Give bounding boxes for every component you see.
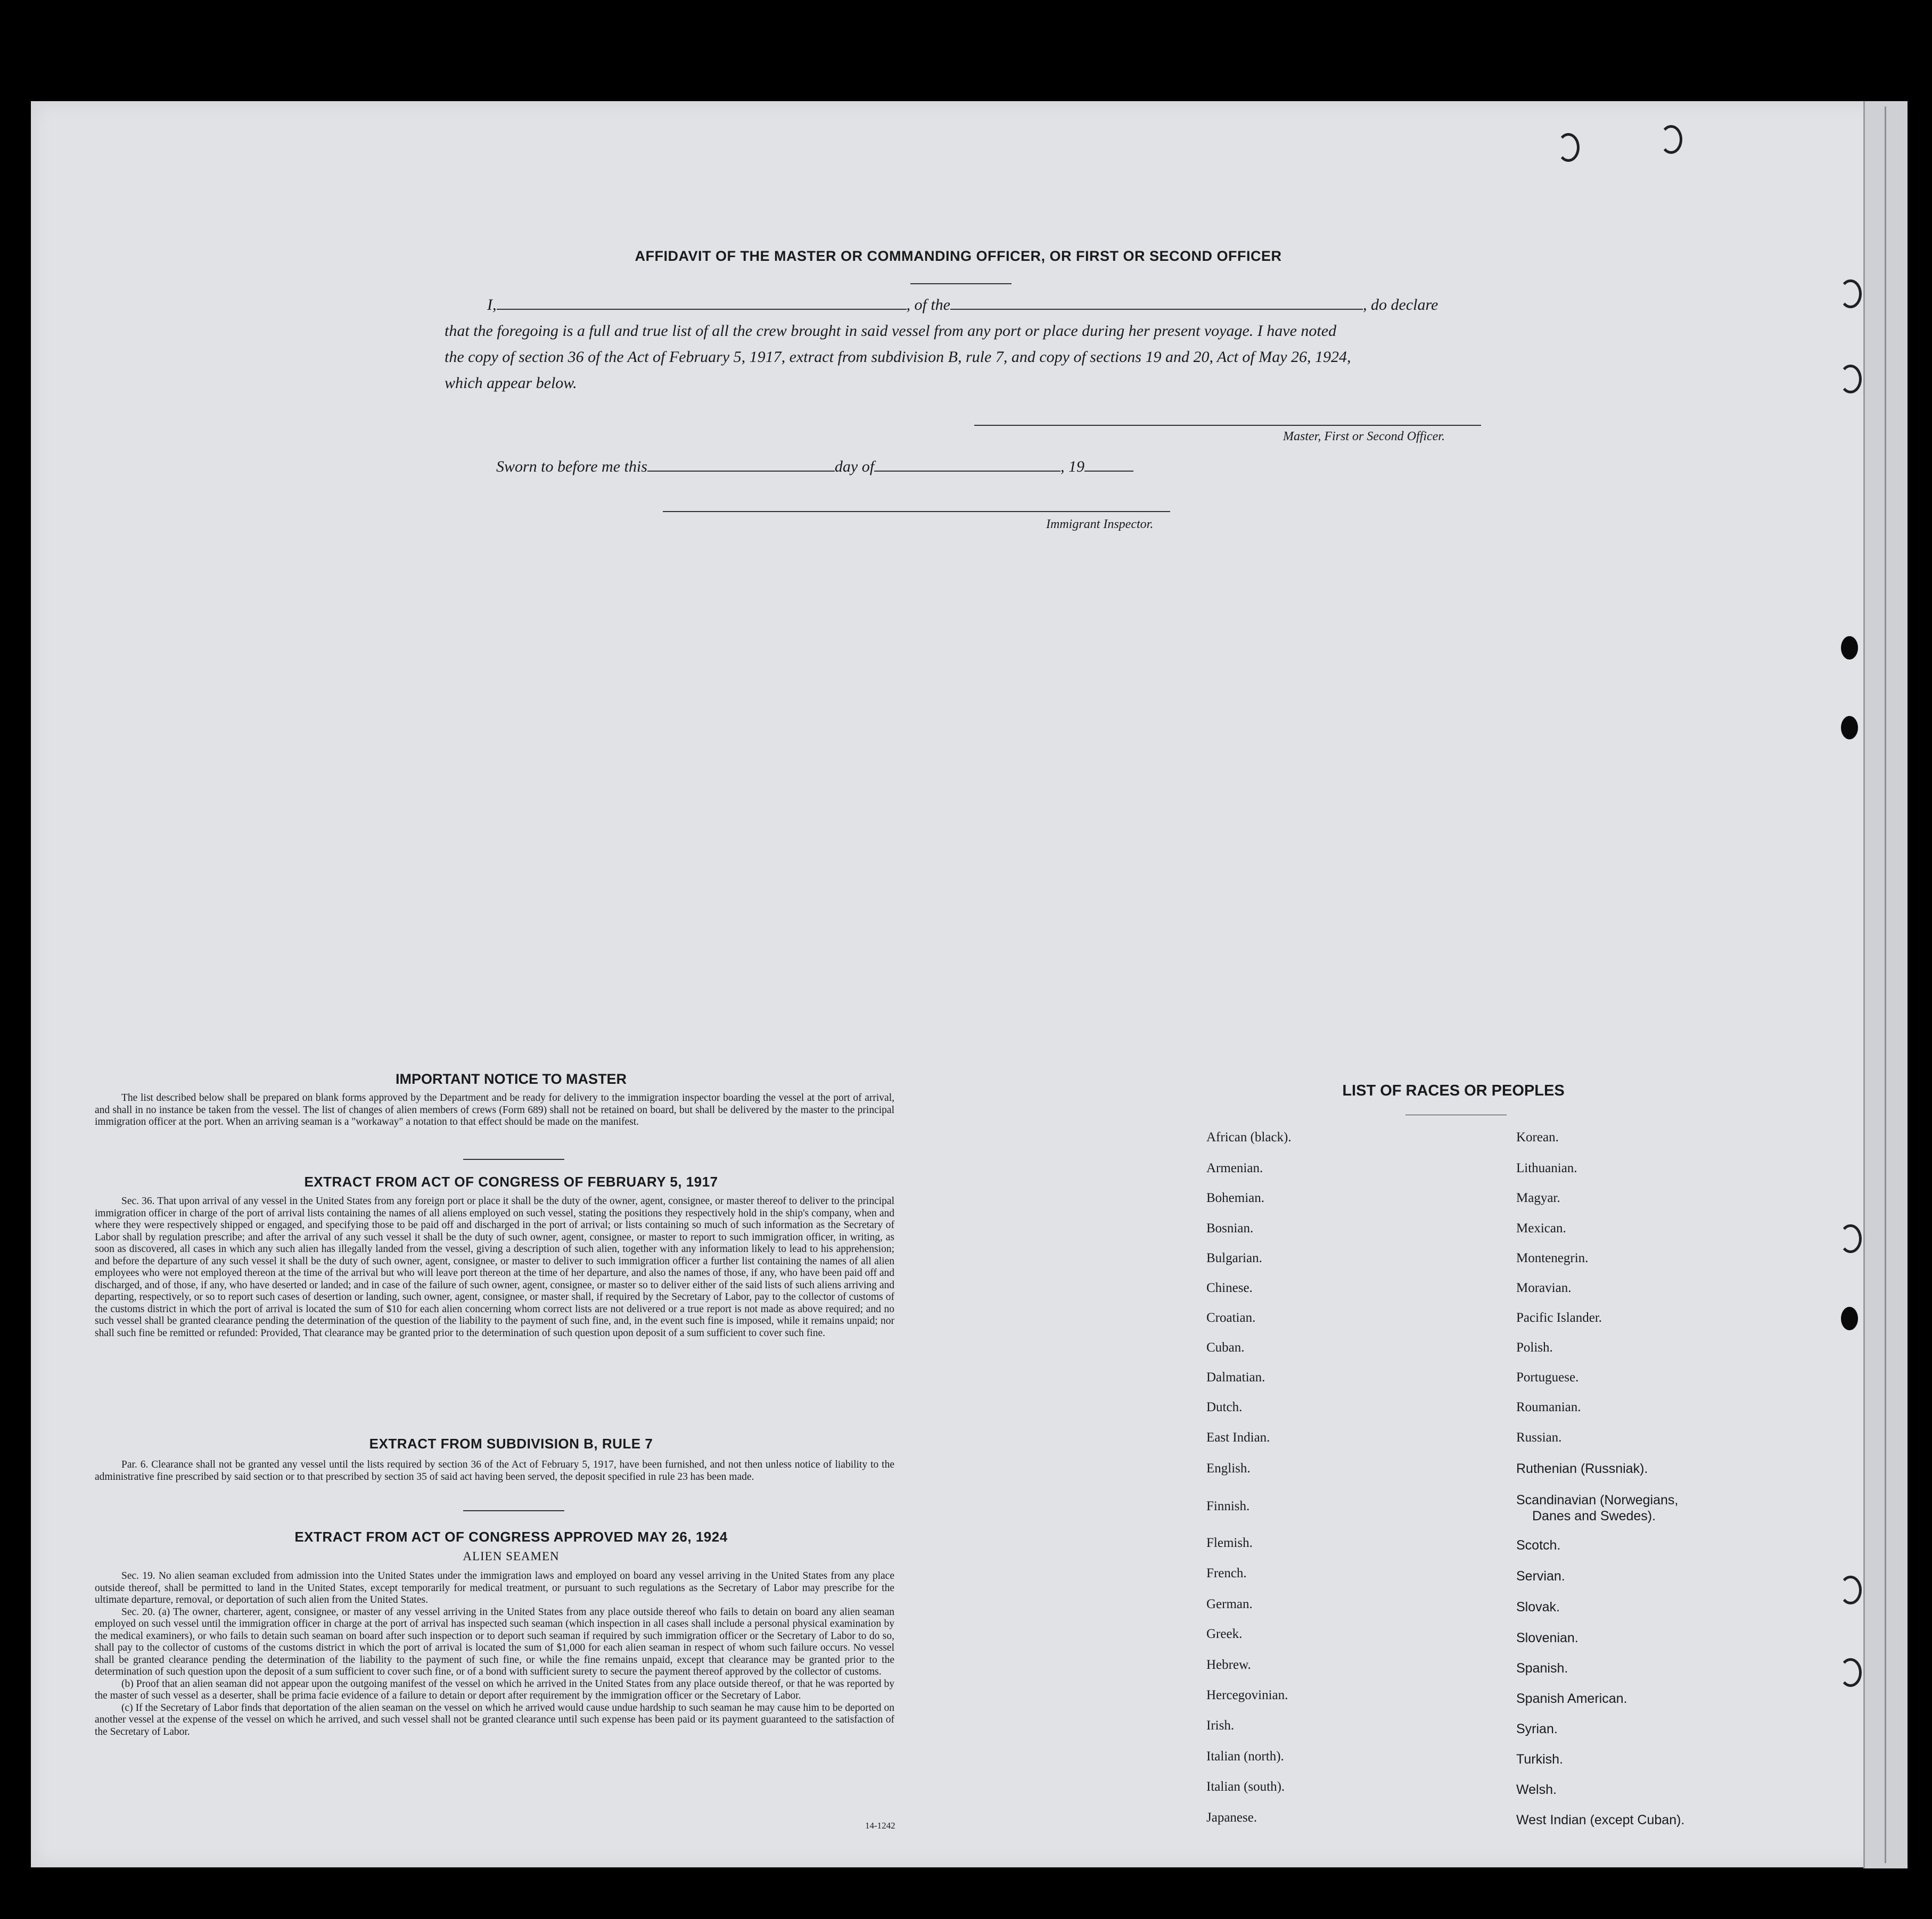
race-item: Finnish. xyxy=(1206,1499,1250,1513)
race-item: Croatian. xyxy=(1206,1311,1256,1325)
punch-hole-icon xyxy=(1839,1576,1862,1604)
punch-hole-icon xyxy=(1839,279,1862,308)
punch-hole-icon xyxy=(1557,133,1580,162)
form-number: 14-1242 xyxy=(865,1821,895,1831)
race-item: Portuguese. xyxy=(1516,1370,1579,1385)
vessel-blank[interactable] xyxy=(950,309,1363,310)
race-item: Bohemian. xyxy=(1206,1191,1265,1205)
race-item: Pacific Islander. xyxy=(1516,1311,1602,1325)
sworn-year-blank[interactable] xyxy=(1084,471,1133,472)
affidavit-i: I, xyxy=(487,296,497,314)
race-item: Lithuanian. xyxy=(1516,1161,1577,1175)
sworn-line xyxy=(496,458,1188,476)
sworn-month-blank[interactable] xyxy=(874,471,1060,472)
affidavit-line-1 xyxy=(445,296,1485,314)
sec-20c: (c) If the Secretary of Labor finds that deportation of the alien seaman on the vessel on which he arrived would cause undue hardship to such seaman he may cause him to be deported on another vessel at the expense of the vessel on which he arrived, and such vessel shall not be granted clearance until such expense has been paid or its payment guaranteed to the satisfaction of the Secretary of Labor. xyxy=(95,1702,894,1737)
punch-hole-icon xyxy=(1839,365,1862,393)
race-item: Korean. xyxy=(1516,1130,1559,1144)
race-item: Magyar. xyxy=(1516,1191,1560,1205)
sec-20a: Sec. 20. (a) The owner, charterer, agent, consignee, or master of any vessel arriving in the United States from any place outside thereof who fails to detain on board any alien seaman employed on such vessel until the immigration officer in charge at the port of arrival has inspected such seaman (which inspection in all cases shall include a personal physical examination by the medical examiners), or who fails to detain such seaman on board after such inspection or to deport such seaman if required by such immigration officer or the Secretary of Labor to do so, shall pay to the collector of customs of the customs district in which the port of arrival is located the sum of $1,000 for each alien seaman in respect of whom such failure occurs. No vessel shall be granted clearance pending the determination of the liability to the payment of such fine, or while the fine remains unpaid, except that clearance may be granted prior to the determination of such question upon the deposit of a sum sufficient to cover such fine, or of a bond with sufficient surety to secure the payment thereof approved by the collector of customs. xyxy=(95,1606,894,1677)
race-item: Syrian. xyxy=(1516,1722,1558,1736)
race-item: Dutch. xyxy=(1206,1400,1243,1414)
race-item: Servian. xyxy=(1516,1569,1565,1584)
sec-20b: (b) Proof that an alien seaman did not appear upon the outgoing manifest of the vessel on which he arrived in the United States from any place outside thereof, or that he was reported by the master of such vessel as a deserter, shall be prima facie evidence of a failure to detain or deport after requirement by the immigration officer or the Secretary of Labor. xyxy=(95,1678,894,1701)
race-item: Mexican. xyxy=(1516,1221,1566,1236)
race-item: Bulgarian. xyxy=(1206,1251,1262,1265)
race-item: Flemish. xyxy=(1206,1536,1253,1550)
race-item: Polish. xyxy=(1516,1340,1553,1355)
affidavit-line-4: which appear below. xyxy=(445,374,577,392)
race-item: Italian (north). xyxy=(1206,1749,1284,1764)
race-item: Hercegovinian. xyxy=(1206,1688,1288,1702)
master-caption: Master, First or Second Officer. xyxy=(1283,430,1445,443)
extract-rule7-title: EXTRACT FROM SUBDIVISION B, RULE 7 xyxy=(369,1436,653,1452)
notice-title: IMPORTANT NOTICE TO MASTER xyxy=(396,1071,627,1087)
punch-hole-icon xyxy=(1841,1307,1858,1330)
punch-hole-icon xyxy=(1841,636,1858,660)
affidavit-do-declare: , do declare xyxy=(1363,296,1438,314)
extract-1924-title: EXTRACT FROM ACT OF CONGRESS APPROVED MAY 26, 1924 xyxy=(294,1529,728,1545)
race-item: Greek. xyxy=(1206,1627,1243,1641)
race-item: German. xyxy=(1206,1597,1253,1611)
sworn-year: , 19 xyxy=(1060,458,1085,475)
race-item: Spanish. xyxy=(1516,1661,1568,1676)
section-divider xyxy=(463,1510,564,1511)
affidavit-of-the: , of the xyxy=(906,296,950,314)
extract-1924-subtitle: ALIEN SEAMEN xyxy=(463,1550,560,1563)
punch-hole-icon xyxy=(1839,1224,1862,1253)
race-item: Hebrew. xyxy=(1206,1658,1251,1672)
name-blank[interactable] xyxy=(497,309,907,310)
race-item: Bosnian. xyxy=(1206,1221,1254,1236)
master-signature-line[interactable] xyxy=(974,425,1481,426)
race-item: West Indian (except Cuban). xyxy=(1516,1813,1685,1827)
sec-19: Sec. 19. No alien seaman excluded from admission into the United States under the immigration laws and employed on board any vessel arriving in the United States from any place outside thereof, shall be permitted to land in the United States, except temporarily for medical treatment, or pursuant to such regulations as the Secretary of Labor may prescribe for the ultimate departure, removal, or deportation of such alien from the United States. xyxy=(95,1570,894,1605)
inspector-signature-line[interactable] xyxy=(663,511,1170,512)
punch-hole-icon xyxy=(1839,1658,1862,1687)
punch-hole-icon xyxy=(1660,125,1682,154)
race-item: Japanese. xyxy=(1206,1810,1257,1825)
punch-hole-icon xyxy=(1841,716,1858,739)
race-item: Montenegrin. xyxy=(1516,1251,1589,1265)
race-item: Slovenian. xyxy=(1516,1630,1579,1645)
race-item: Irish. xyxy=(1206,1718,1235,1733)
affidavit-line-3: the copy of section 36 of the Act of February 5, 1917, extract from subdivision B, rule 7, and copy of sections 19 and 20, Act of May 26, 1924, xyxy=(445,348,1351,366)
race-item: African (black). xyxy=(1206,1130,1292,1144)
race-item: Scandinavian (Norwegians, xyxy=(1516,1493,1679,1508)
race-item: East Indian. xyxy=(1206,1430,1270,1445)
race-item: Scotch. xyxy=(1516,1538,1561,1553)
races-title: LIST OF RACES OR PEOPLES xyxy=(1342,1082,1565,1099)
race-item: Moravian. xyxy=(1516,1281,1572,1295)
affidavit-title: AFFIDAVIT OF THE MASTER OR COMMANDING OFFICER, OR FIRST OR SECOND OFFICER xyxy=(635,248,1282,264)
title-divider xyxy=(910,283,1012,284)
race-item: Dalmatian. xyxy=(1206,1370,1265,1385)
affidavit-line-2: that the foregoing is a full and true list of all the crew brought in said vessel from any port or place during her present voyage. I have noted xyxy=(445,322,1337,340)
race-item: Cuban. xyxy=(1206,1340,1245,1355)
race-item: Armenian. xyxy=(1206,1161,1263,1175)
notice-text: The list described below shall be prepared on blank forms approved by the Department and be ready for delivery to the immigration inspector boarding the vessel at the port of arrival, and shall in no instance be taken from the vessel. The list of changes of alien members of crews (Form 689) shall not be retained on board, but shall be delivered by the master to the principal immigration officer at the port. When an arriving seaman is a "workaway" a notation to that effect should be made on the manifest. xyxy=(95,1092,894,1127)
race-item: English. xyxy=(1206,1461,1251,1476)
sworn-day-of: day of xyxy=(834,458,875,475)
sheet-edge-fold xyxy=(1885,106,1895,1863)
extract-1917-text: Sec. 36. That upon arrival of any vessel in the United States from any foreign port or place it shall be the duty of the owner, agent, consignee, or master thereof to deliver to the principal immigration officer in charge of the port of arrival lists containing the names of all aliens employed on such vessel, stating the positions they respectively hold in the ship's company, when and where they were respectively shipped or engaged, and specifying those to be paid off and discharged in the port of arrival; or lists containing so much of such information as the Secretary of Labor shall by regulation prescribe; and after the arrival of any such vessel it shall be the duty of such owner, agent, consignee, or master to report to such immigration officer, in writing, as soon as discovered, all cases in which any such alien has illegally landed from the vessel, giving a description of such alien, together with any information likely to lead to his apprehension; and before the departure of any such vessel it shall be the duty of such owner, agent, consignee, or master to deliver to such immigration officer a further list containing the names of all alien employees who were not employed thereon at the time of the arrival but who will leave port thereon at the time of her departure, and also the names of those, if any, who have been paid off and discharged, and of those, if any, who have deserted or landed; and in case of the failure of such owner, agent, consignee, or master so to deliver either of the said lists of such aliens arriving and departing, respectively, or so to report such cases of desertion or landing, such owner, agent, consignee, or master shall, if required by the Secretary of Labor, pay to the collector of customs of the customs district in which the port of arrival is located the sum of $10 for each alien concerning whom correct lists are not delivered or a true report is not made as above required; and no such vessel shall be granted clearance pending the determination of the question of the liability to the payment of such fine, and, in the event such fine is imposed, while it remains unpaid; nor shall such fine be remitted or refunded: Provided, That clearance may be granted prior to the determination of such question upon deposit of a sum sufficient to cover such fine. xyxy=(95,1196,894,1339)
race-item: Russian. xyxy=(1516,1430,1562,1445)
race-item: Danes and Swedes). xyxy=(1532,1509,1656,1523)
race-item: Ruthenian (Russniak). xyxy=(1516,1461,1648,1476)
race-item: Chinese. xyxy=(1206,1281,1253,1295)
inspector-caption: Immigrant Inspector. xyxy=(1046,517,1154,531)
extract-1917-title: EXTRACT FROM ACT OF CONGRESS OF FEBRUARY 5, 1917 xyxy=(304,1174,718,1190)
race-item: Welsh. xyxy=(1516,1782,1557,1797)
sworn-day-blank[interactable] xyxy=(647,471,835,472)
race-item: Slovak. xyxy=(1516,1600,1560,1615)
race-item: Italian (south). xyxy=(1206,1780,1285,1794)
sworn-prefix: Sworn to before me this xyxy=(496,458,647,475)
race-item: French. xyxy=(1206,1566,1247,1580)
race-item: Turkish. xyxy=(1516,1752,1563,1767)
extract-1924-text xyxy=(95,1570,894,1738)
race-item: Roumanian. xyxy=(1516,1400,1581,1414)
race-item: Spanish American. xyxy=(1516,1691,1627,1706)
section-divider xyxy=(463,1159,564,1160)
extract-rule7-text: Par. 6. Clearance shall not be granted any vessel until the lists required by section 36 of the Act of February 5, 1917, have been furnished, and not then unless notice of liability to the administrative fine prescribed by said section or to that prescribed by section 35 of said act having been served, the deposit specified in rule 23 has been made. xyxy=(95,1459,894,1483)
